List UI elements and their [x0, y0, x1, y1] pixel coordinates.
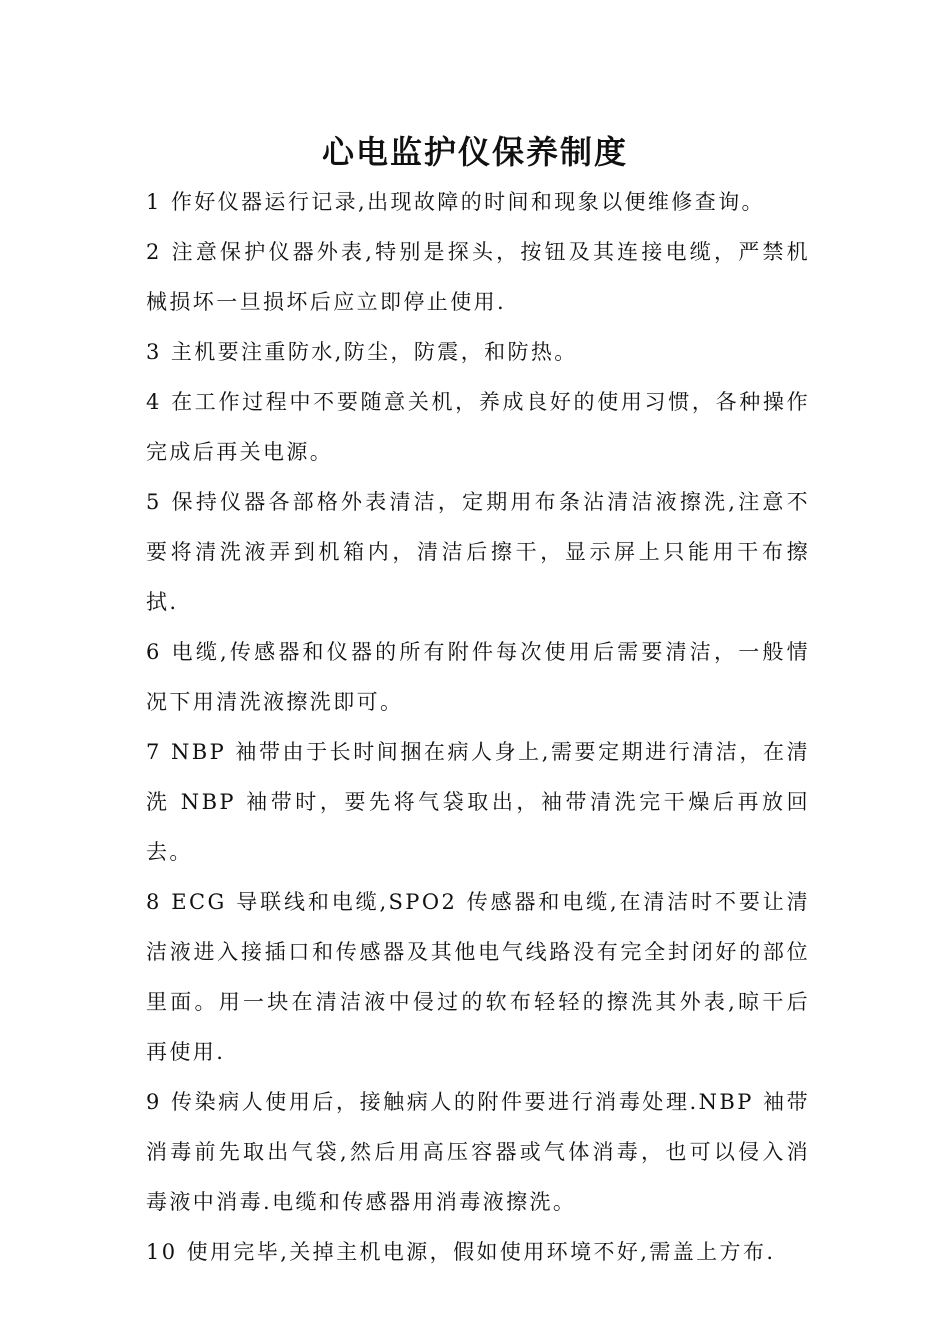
paragraph-8: 8 ECG 导联线和电缆,SPO2 传感器和电缆,在清洁时不要让清洁液进入接插口和传感器及其他电气线路没有完全封闭好的部位里面。用一块在清洁液中侵过的软布轻轻的擦洗其外表,晾干后再使用.: [146, 890, 810, 1064]
document-body: [146, 177, 810, 1277]
paragraph-3: 3 主机要注重防水,防尘，防震，和防热。: [146, 340, 578, 364]
paragraph-4: 4 在工作过程中不要随意关机，养成良好的使用习惯，各种操作完成后再关电源。: [146, 390, 810, 464]
paragraph-10: 10 使用完毕,关掉主机电源，假如使用环境不好,需盖上方布.: [146, 1240, 776, 1264]
paragraph-6: 6 电缆,传感器和仪器的所有附件每次使用后需要清洁，一般情况下用清洗液擦洗即可。: [146, 640, 810, 714]
document-title: 心电监护仪保养制度: [321, 133, 628, 171]
paragraph-5: 5 保持仪器各部格外表清洁，定期用布条沾清洁液擦洗,注意不要将清洗液弄到机箱内，清洁后擦干，显示屏上只能用干布擦拭.: [146, 490, 810, 614]
paragraph-1: 1 作好仪器运行记录,出现故障的时间和现象以便维修查询。: [146, 190, 765, 214]
paragraph-2: 2 注意保护仪器外表,特别是探头，按钮及其连接电缆，严禁机械损坏一旦损坏后应立即停止使用.: [146, 240, 810, 314]
paragraph-7: 7 NBP 袖带由于长时间捆在病人身上,需要定期进行清洁，在清洗 NBP 袖带时，要先将气袋取出，袖带清洗完干燥后再放回去。: [146, 740, 810, 864]
paragraph-9: 9 传染病人使用后，接触病人的附件要进行消毒处理.NBP 袖带消毒前先取出气袋,然后用高压容器或气体消毒，也可以侵入消毒液中消毒.电缆和传感器用消毒液擦洗。: [146, 1090, 810, 1214]
